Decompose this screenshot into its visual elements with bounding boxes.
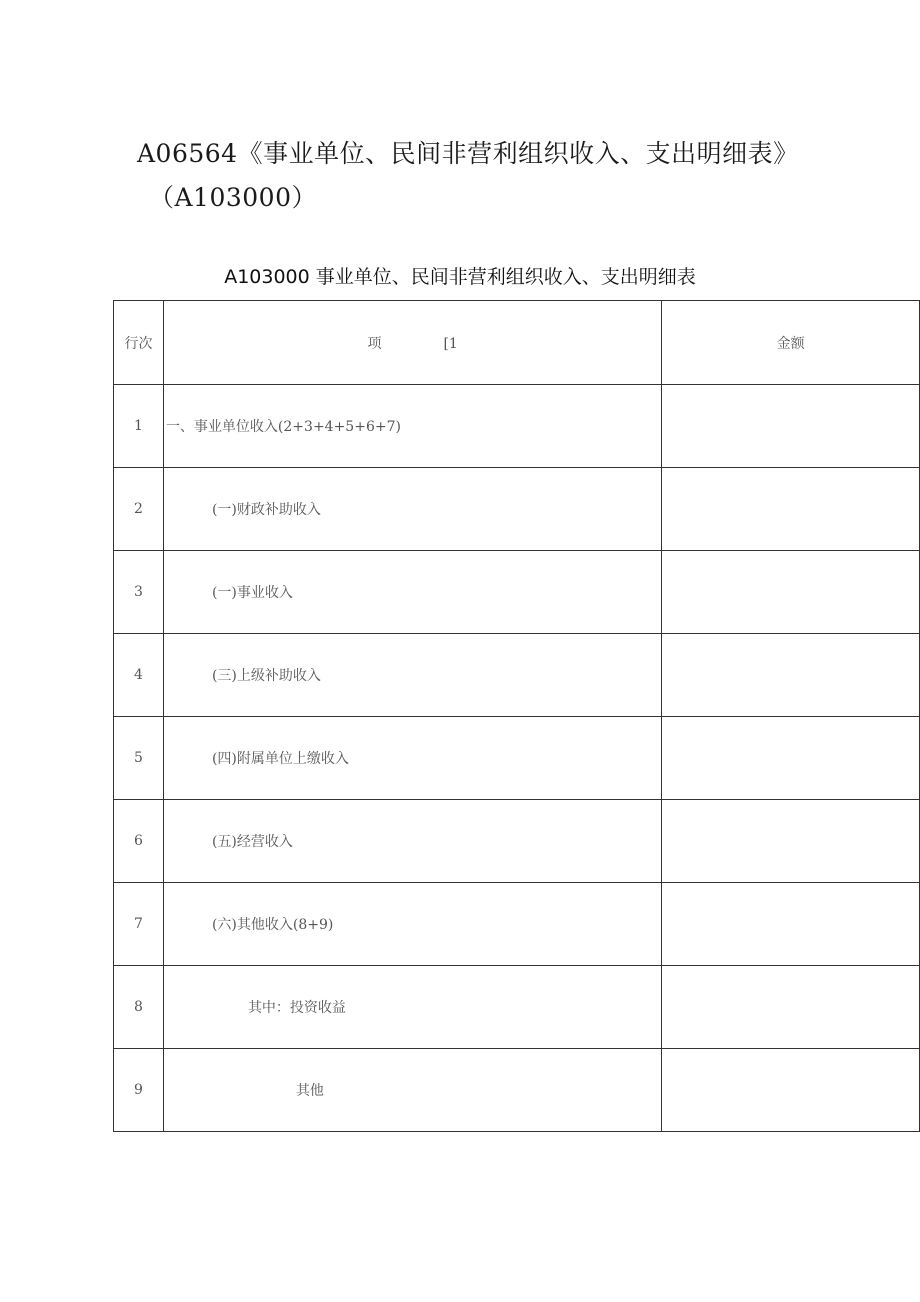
row-amount-cell[interactable] (662, 385, 920, 468)
table-row (114, 385, 920, 468)
row-amount-cell[interactable] (662, 468, 920, 551)
row-number: 1 (114, 385, 164, 468)
table-row (114, 1049, 920, 1132)
row-item: 其他 (163, 1049, 661, 1132)
row-item: (一)财政补助收入 (163, 468, 661, 551)
header-item (163, 301, 661, 385)
document-title (137, 132, 877, 220)
row-item: 其中：投资收益 (163, 966, 661, 1049)
table-row (114, 717, 920, 800)
table-header-row (114, 301, 920, 385)
row-item: (六)其他收入(8+9) (163, 883, 661, 966)
income-expense-table (113, 300, 920, 1132)
row-number: 8 (114, 966, 164, 1049)
row-number: 7 (114, 883, 164, 966)
row-amount-cell[interactable] (662, 1049, 920, 1132)
row-number: 6 (114, 800, 164, 883)
row-amount-cell[interactable] (662, 966, 920, 1049)
row-amount-cell[interactable] (662, 800, 920, 883)
header-amount: 金额 (662, 301, 920, 385)
row-amount-cell[interactable] (662, 634, 920, 717)
row-item: (五)经营收入 (163, 800, 661, 883)
row-number: 3 (114, 551, 164, 634)
table-row (114, 883, 920, 966)
row-item: 一、事业单位收入(2+3+4+5+6+7) (163, 385, 661, 468)
table-row (114, 800, 920, 883)
document-title-line1: A06564《事业单位、民间非营利组织收入、支出明细表》 (137, 139, 799, 168)
row-item: (一)事业收入 (163, 551, 661, 634)
table-title: A103000 事业单位、民间非营利组织收入、支出明细表 (224, 266, 696, 288)
header-item-label: 项 (367, 335, 382, 352)
row-amount-cell[interactable] (662, 883, 920, 966)
row-item: (四)附属单位上缴收入 (163, 717, 661, 800)
table-row (114, 966, 920, 1049)
row-number: 9 (114, 1049, 164, 1132)
row-amount-cell[interactable] (662, 551, 920, 634)
table-row (114, 634, 920, 717)
row-number: 2 (114, 468, 164, 551)
row-amount-cell[interactable] (662, 717, 920, 800)
header-item-suffix: [1 (443, 335, 458, 352)
table-row (114, 468, 920, 551)
row-number: 5 (114, 717, 164, 800)
document-title-line2: （A103000） (149, 183, 317, 212)
row-item: (三)上级补助收入 (163, 634, 661, 717)
table-row (114, 551, 920, 634)
row-number: 4 (114, 634, 164, 717)
header-row-no: 行次 (114, 301, 164, 385)
